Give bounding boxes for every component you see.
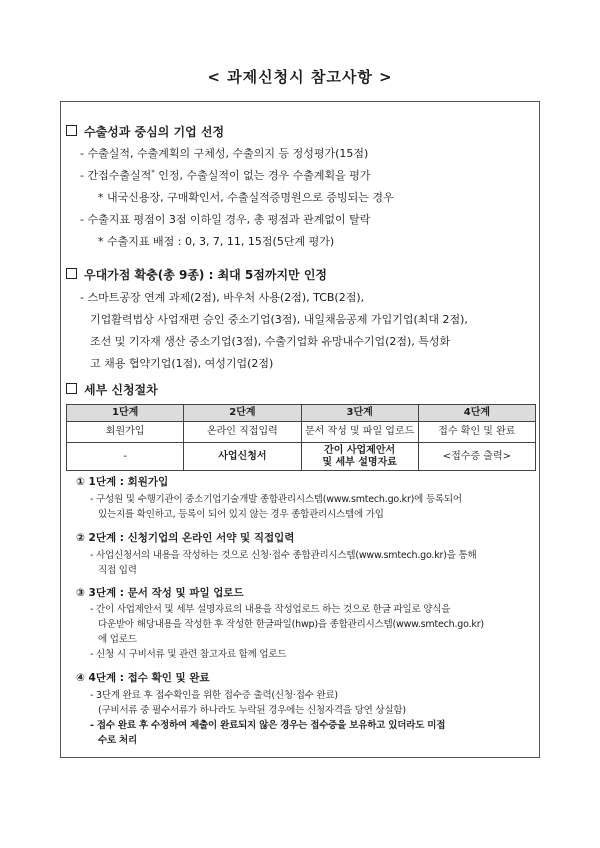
section1-line-2a: - 간접수출실적 bbox=[80, 169, 152, 182]
table-cell: 문서 작성 및 파일 업로드 bbox=[301, 422, 418, 443]
step2-heading: ② 2단계 : 신청기업의 온라인 서약 및 직접입력 bbox=[76, 532, 295, 544]
checkbox-square-icon bbox=[66, 125, 77, 136]
step3-line-4: - 신청 시 구비서류 및 관련 참고자료 함께 업로드 bbox=[90, 649, 287, 660]
step1-line-1: - 구성원 및 수행기관이 중소기업기술개발 종합관리시스템(www.smtech.go.kr)에 등록되어 bbox=[90, 494, 462, 505]
section1-line-3: - 수출지표 평점이 3점 이하일 경우, 총 평점과 관계없이 탈락 bbox=[80, 213, 371, 226]
section1-line-2b: 인정, 수출실적이 없는 경우 수출계획을 평가 bbox=[158, 169, 371, 182]
section2-line-1: - 스마트공장 연계 과제(2점), 바우처 사용(2점), TCB(2점), bbox=[80, 291, 365, 304]
checkbox-square-icon bbox=[66, 268, 77, 279]
step3-line-2: 다운받아 해당내용을 작성한 후 작성한 한글파일(hwp)을 종합관리시스템(www.smtech.go.kr) bbox=[98, 619, 484, 630]
table-cell bbox=[301, 443, 418, 471]
step3-line-1: - 간이 사업제안서 및 세부 설명자료의 내용을 작성업로드 하는 것으로 한글 파일로 양식을 bbox=[90, 604, 451, 615]
table-header: 4단계 bbox=[418, 405, 535, 422]
checkbox-square-icon bbox=[66, 383, 77, 394]
table-cell-line: 및 세부 설명자료 bbox=[322, 456, 397, 468]
table-header: 3단계 bbox=[301, 405, 418, 422]
table-cell: 회원가입 bbox=[67, 422, 184, 443]
table-cell: - bbox=[67, 443, 184, 471]
step4-heading: ④ 4단계 : 접수 확인 및 완료 bbox=[76, 672, 210, 684]
table-header: 2단계 bbox=[184, 405, 301, 422]
step4-line-3: - 접수 완료 후 수정하여 제출이 완료되지 않은 경우는 접수증을 보유하고 있더라도 미접 bbox=[90, 720, 446, 731]
section1-heading bbox=[66, 123, 224, 140]
section3-heading bbox=[66, 381, 158, 398]
section2-line-3: 조선 및 기자재 생산 중소기업(3점), 수출기업화 유망내수기업(2점), 특성화 bbox=[90, 335, 451, 348]
step3-line-3: 에 업로드 bbox=[98, 634, 137, 645]
step1-line-2: 있는지를 확인하고, 등록이 되어 있지 않는 경우 종합관리시스템에 가입 bbox=[98, 509, 384, 520]
procedure-table bbox=[66, 404, 536, 471]
section2-heading bbox=[66, 266, 327, 283]
section1-heading-text: 수출성과 중심의 기업 선정 bbox=[84, 125, 225, 139]
section2-line-4: 고 채용 협약기업(1점), 여성기업(2점) bbox=[90, 357, 274, 370]
section2-heading-text: 우대가점 확충(총 9종) : 최대 5점까지만 인정 bbox=[84, 268, 328, 282]
step4-line-4: 수로 처리 bbox=[98, 735, 138, 746]
section2-line-2: 기업활력법상 사업재편 승인 중소기업(3점), 내일채움공제 가입기업(최대 2점), bbox=[90, 313, 468, 326]
step4-line-2: (구비서류 중 필수서류가 하나라도 누락된 경우에는 신청자격을 당연 상실함) bbox=[98, 705, 406, 716]
section3-heading-text: 세부 신청절차 bbox=[84, 383, 158, 397]
section1-note-1: * 내국신용장, 구매확인서, 수출실적증명원으로 증빙되는 경우 bbox=[98, 191, 394, 204]
table-cell: 접수 확인 및 완료 bbox=[418, 422, 535, 443]
step4-line-1: - 3단계 완료 후 접수확인을 위한 접수증 출력(신청·접수 완료) bbox=[90, 690, 338, 701]
table-header: 1단계 bbox=[67, 405, 184, 422]
section1-note-2: * 수출지표 배점 : 0, 3, 7, 11, 15점(5단계 평가) bbox=[98, 235, 335, 248]
page-title: < 과제신청시 참고사항 > bbox=[207, 68, 393, 86]
table-cell: 온라인 직접입력 bbox=[184, 422, 301, 443]
step3-heading: ③ 3단계 : 문서 작성 및 파일 업로드 bbox=[76, 587, 244, 599]
section1-line-1: - 수출실적, 수출계획의 구체성, 수출의지 등 정성평가(15점) bbox=[80, 147, 369, 160]
table-cell-line: 간이 사업제안서 bbox=[324, 444, 396, 456]
step2-line-2: 직접 입력 bbox=[98, 565, 137, 576]
table-cell: <접수증 출력> bbox=[418, 443, 535, 471]
section1-line-2 bbox=[80, 167, 370, 183]
table-cell: 사업신청서 bbox=[184, 443, 301, 471]
step2-line-1: - 사업신청서의 내용을 작성하는 것으로 신청·접수 종합관리시스템(www.smtech.go.kr)을 통해 bbox=[90, 550, 477, 561]
footnote-mark: * bbox=[151, 168, 155, 177]
step1-heading: ① 1단계 : 회원가입 bbox=[76, 476, 169, 488]
